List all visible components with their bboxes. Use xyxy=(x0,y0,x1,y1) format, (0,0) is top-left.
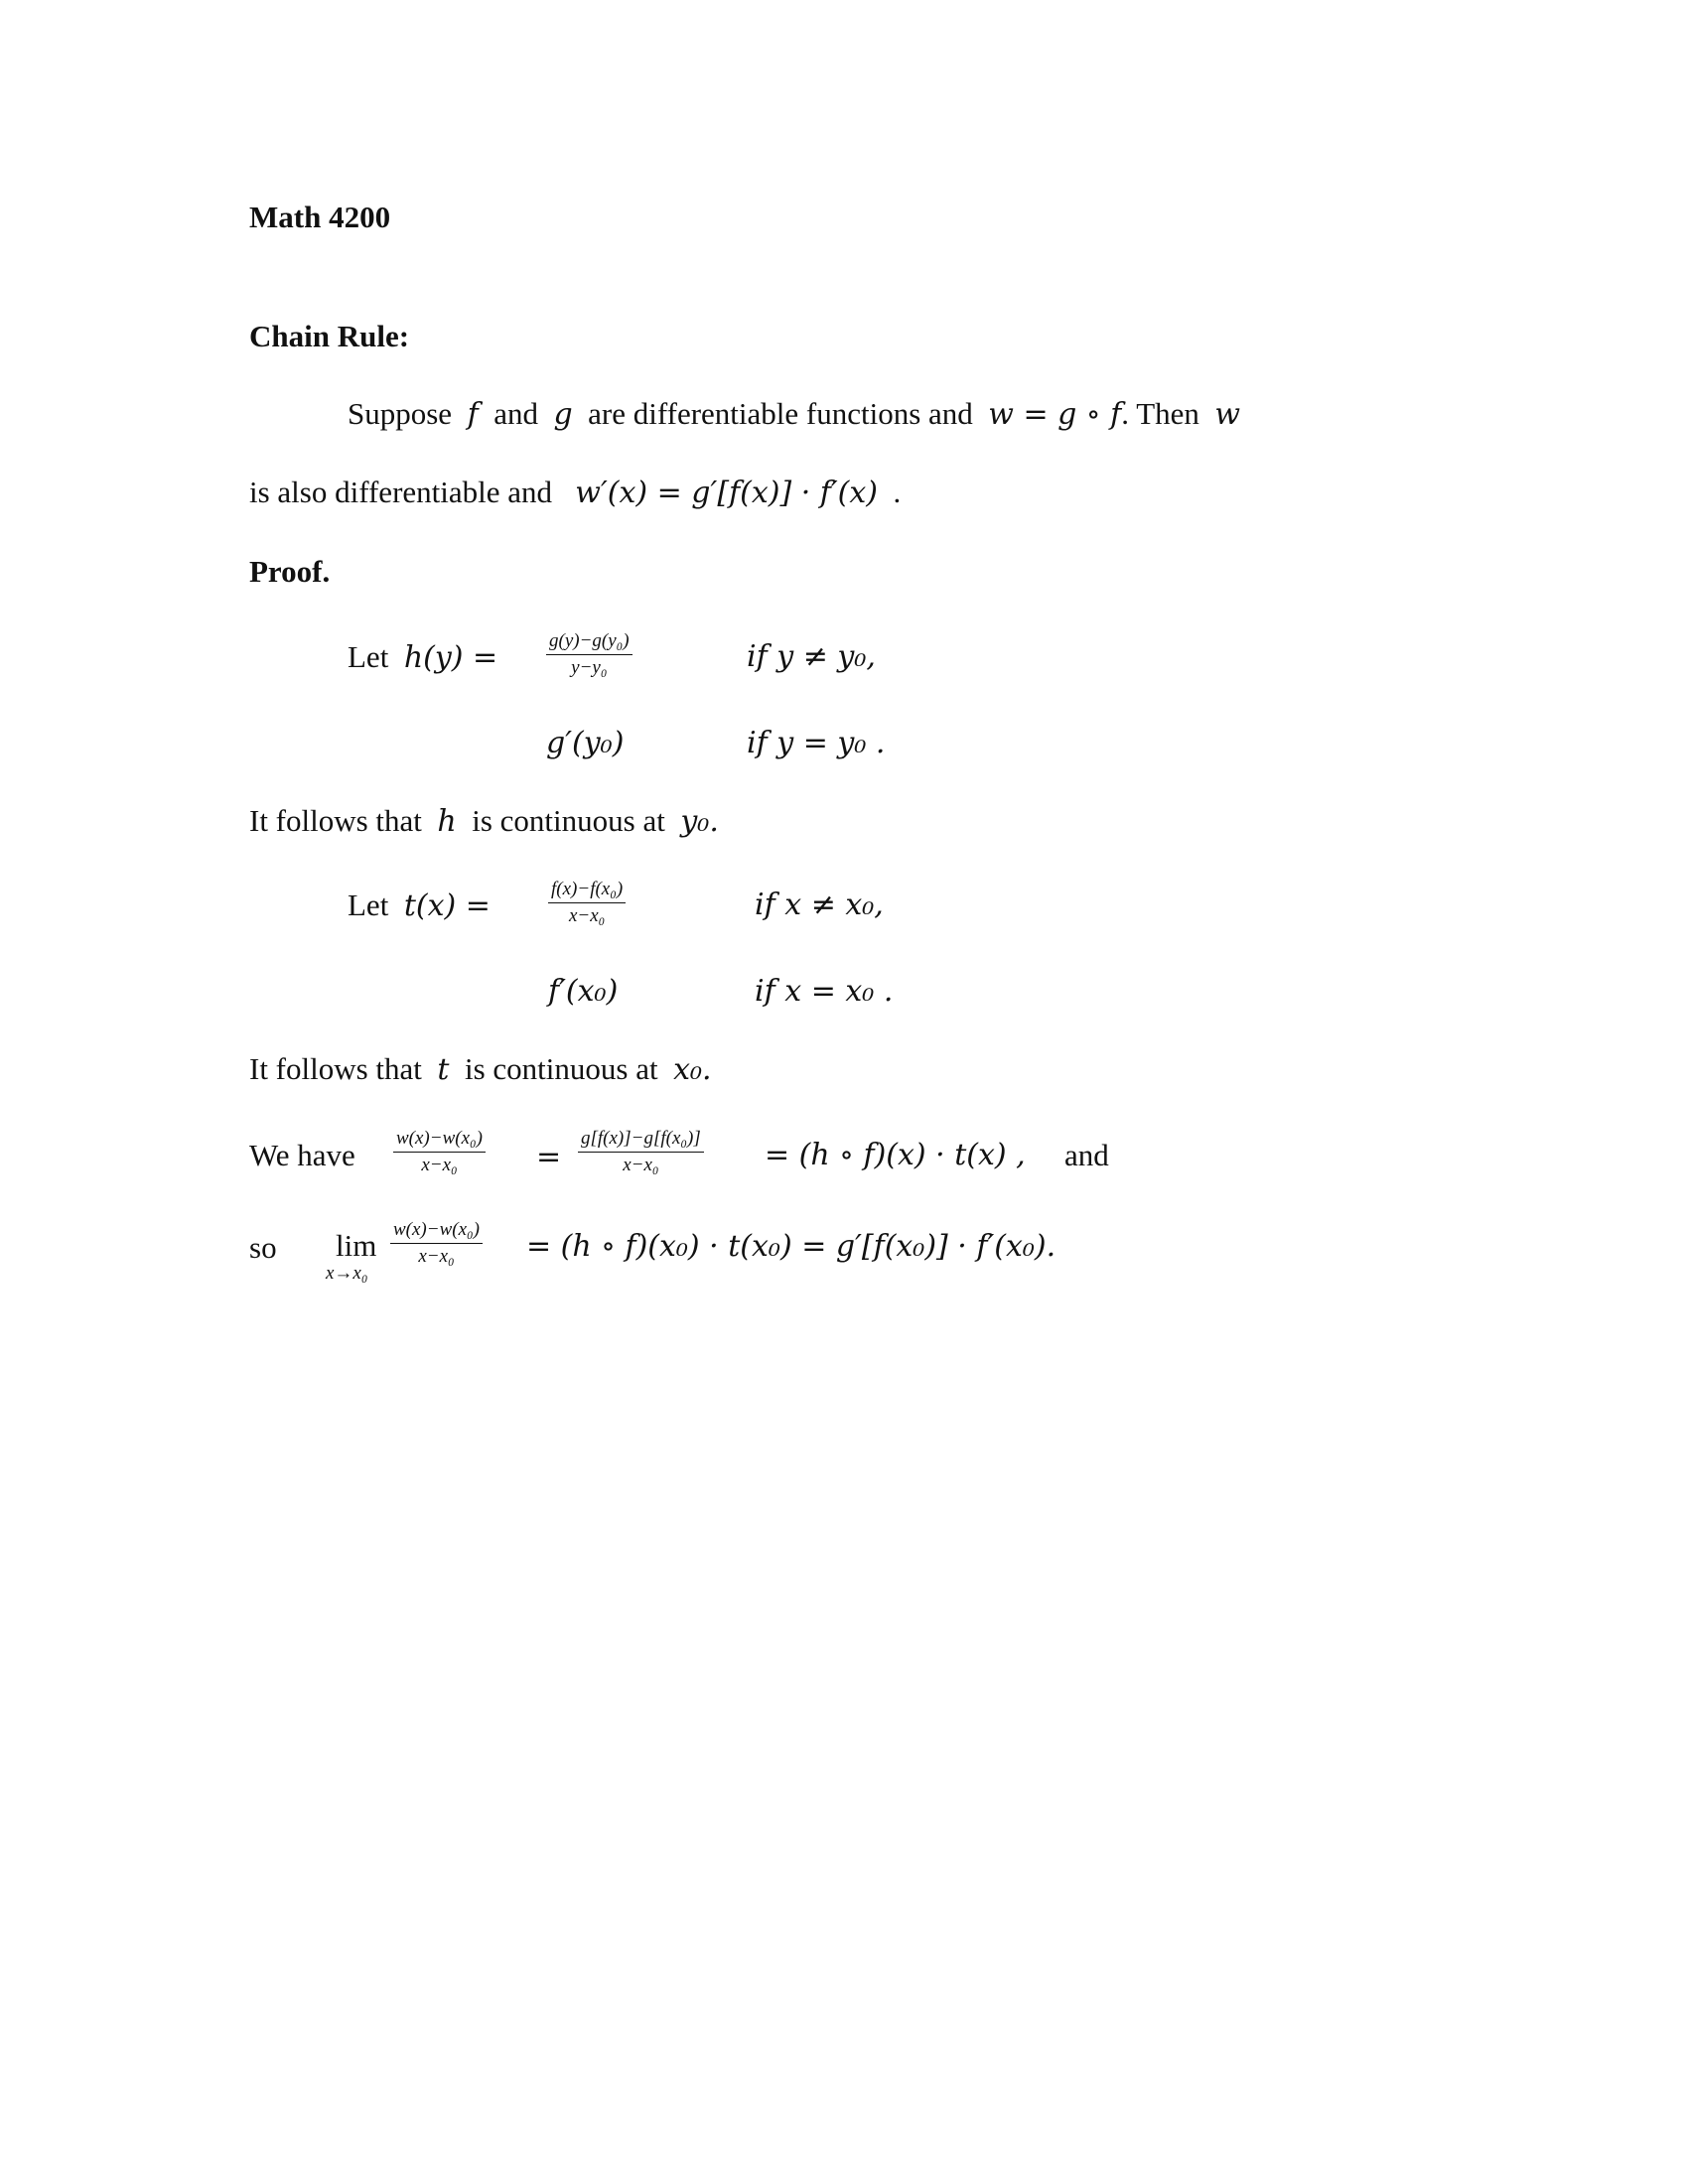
text-and-final: and xyxy=(1064,1138,1109,1172)
text-let: Let xyxy=(348,639,389,674)
t-difference-quotient xyxy=(548,879,626,927)
text-differentiable: are differentiable functions and xyxy=(588,396,973,431)
h-lhs: h(y) = xyxy=(403,640,498,675)
statement-line-1 xyxy=(348,395,1240,434)
var-t: t xyxy=(437,1052,450,1087)
t-lhs: t(x) = xyxy=(403,888,491,923)
text-and: and xyxy=(493,396,538,431)
var-h: h xyxy=(437,804,457,839)
proof-label: Proof. xyxy=(249,554,331,589)
text-period: . xyxy=(893,475,902,509)
var-g: g xyxy=(553,397,573,432)
w-numerator: w(x)−w(x₀) xyxy=(393,1128,486,1153)
text-also-differentiable: is also differentiable and xyxy=(249,475,553,509)
lim-operator: lim xyxy=(336,1228,377,1263)
w-difference-quotient xyxy=(393,1128,486,1176)
w-definition: w = g ∘ f xyxy=(988,397,1122,432)
chain-rule-formula: w′(x) = g′[f(x)] · f′(x) xyxy=(575,476,879,510)
t-condition-1: if x ≠ x₀, xyxy=(755,887,884,922)
we-have-rhs: = (h ∘ f)(x) · t(x) , xyxy=(765,1138,1026,1172)
text-continuous-at: is continuous at xyxy=(472,803,665,838)
gf-numerator: g[f(x)]−g[f(x₀)] xyxy=(578,1128,704,1153)
t-numerator: f(x)−f(x₀) xyxy=(548,879,626,903)
h-case-2: g′(y₀) xyxy=(546,726,625,760)
equals-sign: = xyxy=(536,1140,562,1174)
t-continuity-line xyxy=(249,1050,712,1089)
h-condition-1: if y ≠ y₀, xyxy=(747,639,876,674)
limit-numerator: w(x)−w(x₀) xyxy=(390,1219,483,1244)
text-let: Let xyxy=(348,887,389,922)
text-continuous-at: is continuous at xyxy=(464,1051,658,1086)
gf-denominator: x−x₀ xyxy=(623,1155,659,1175)
h-condition-2: if y = y₀ . xyxy=(747,726,886,760)
t-case-2: f′(x₀) xyxy=(548,974,619,1009)
section-heading: Chain Rule: xyxy=(249,319,410,353)
h-difference-quotient xyxy=(546,630,633,679)
we-have-label: We have xyxy=(249,1138,355,1172)
statement-line-2 xyxy=(249,474,901,512)
h-continuity-line xyxy=(249,802,719,841)
course-title: Math 4200 xyxy=(249,200,391,234)
text-suppose: Suppose xyxy=(348,396,453,431)
text-then: . Then xyxy=(1121,396,1199,431)
limit-difference-quotient xyxy=(390,1219,483,1268)
limit-rhs: = (h ∘ f)(x₀) · t(x₀) = g′[f(x₀)] · f′(x₀). xyxy=(526,1229,1056,1264)
point-x0: x₀. xyxy=(673,1052,712,1087)
h-let xyxy=(348,638,497,677)
w-denominator: x−x₀ xyxy=(421,1155,458,1175)
t-condition-2: if x = x₀ . xyxy=(755,974,894,1009)
h-denominator: y−y₀ xyxy=(571,657,608,678)
point-y0: y₀. xyxy=(680,804,719,839)
var-f: f xyxy=(467,397,479,432)
var-w: w xyxy=(1214,397,1241,432)
text-it-follows: It follows that xyxy=(249,803,422,838)
gf-difference-quotient xyxy=(578,1128,704,1176)
t-denominator: x−x₀ xyxy=(568,905,606,926)
limit-denominator: x−x₀ xyxy=(418,1246,455,1267)
lim-subscript: x→x₀ xyxy=(326,1263,368,1284)
h-numerator: g(y)−g(y₀) xyxy=(546,630,633,655)
text-it-follows: It follows that xyxy=(249,1051,422,1086)
t-let xyxy=(348,887,491,925)
so-label: so xyxy=(249,1230,277,1265)
